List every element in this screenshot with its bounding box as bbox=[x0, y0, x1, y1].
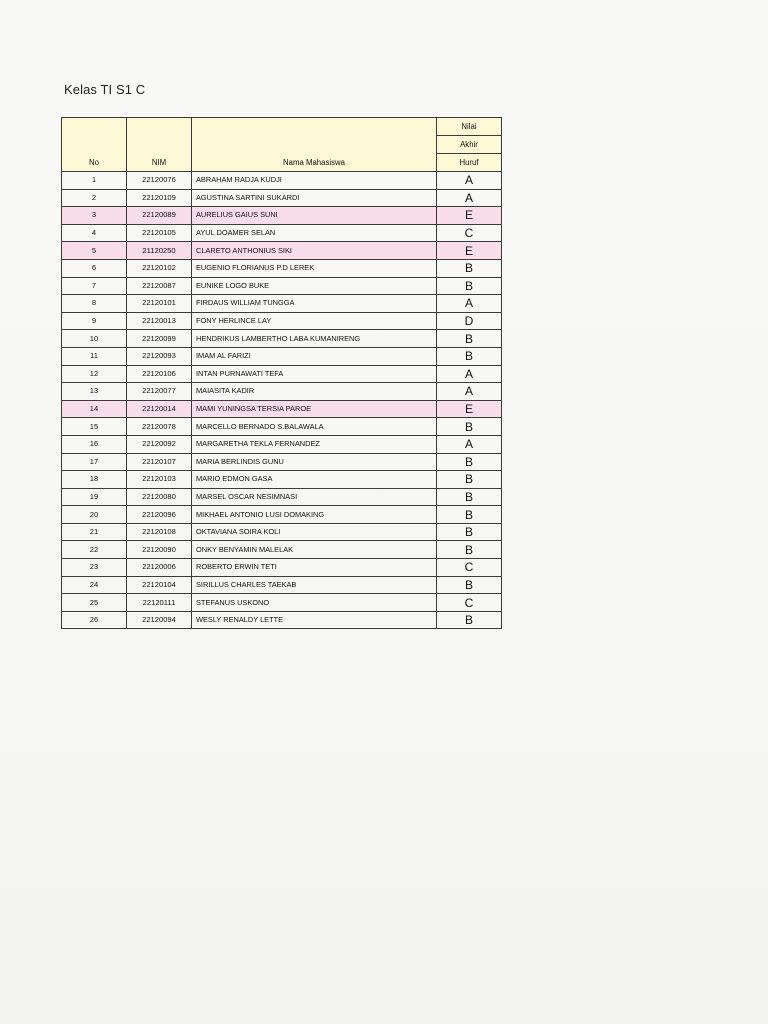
cell-name: MARIO EDMON GASA bbox=[192, 471, 437, 489]
table-row bbox=[62, 418, 502, 436]
cell-no: 15 bbox=[62, 418, 127, 436]
cell-no: 1 bbox=[62, 172, 127, 190]
cell-nim: 22120076 bbox=[127, 172, 192, 190]
cell-nim: 22120089 bbox=[127, 207, 192, 225]
table-row bbox=[62, 435, 502, 453]
table-row bbox=[62, 259, 502, 277]
cell-grade: B bbox=[437, 488, 502, 506]
cell-nim: 22120092 bbox=[127, 435, 192, 453]
cell-name: MARSEL OSCAR NESIMNASI bbox=[192, 488, 437, 506]
page-title: Kelas TI S1 C bbox=[64, 82, 146, 97]
cell-name: EUNIKE LOGO BUKE bbox=[192, 277, 437, 295]
cell-no: 8 bbox=[62, 295, 127, 313]
table-body bbox=[62, 172, 502, 629]
table-row bbox=[62, 330, 502, 348]
table-header bbox=[62, 118, 502, 172]
cell-no: 25 bbox=[62, 594, 127, 612]
cell-no: 16 bbox=[62, 435, 127, 453]
cell-nim: 22120087 bbox=[127, 277, 192, 295]
table-row bbox=[62, 400, 502, 418]
cell-grade: A bbox=[437, 435, 502, 453]
cell-name: FONY HERLINCE LAY bbox=[192, 312, 437, 330]
cell-name: MIKHAEL ANTONIO LUSI DOMAKING bbox=[192, 506, 437, 524]
table-row bbox=[62, 277, 502, 295]
cell-name: HENDRIKUS LAMBERTHO LABA KUMANIRENG bbox=[192, 330, 437, 348]
cell-no: 5 bbox=[62, 242, 127, 260]
cell-name: AGUSTINA SARTINI SUKARDI bbox=[192, 189, 437, 207]
cell-nim: 22120101 bbox=[127, 295, 192, 313]
table-row bbox=[62, 611, 502, 629]
cell-nim: 22120094 bbox=[127, 611, 192, 629]
cell-name: FIRDAUS WILLIAM TUNGGA bbox=[192, 295, 437, 313]
cell-grade: B bbox=[437, 523, 502, 541]
cell-grade: A bbox=[437, 295, 502, 313]
cell-name: OKTAVIANA SOIRA KOLI bbox=[192, 523, 437, 541]
cell-nim: 22120077 bbox=[127, 383, 192, 401]
header-no: No bbox=[62, 118, 127, 172]
table-row bbox=[62, 383, 502, 401]
cell-no: 10 bbox=[62, 330, 127, 348]
cell-grade: B bbox=[437, 418, 502, 436]
cell-grade: A bbox=[437, 365, 502, 383]
cell-grade: B bbox=[437, 611, 502, 629]
cell-no: 4 bbox=[62, 224, 127, 242]
cell-name: IMAM AL FARIZI bbox=[192, 347, 437, 365]
cell-grade: B bbox=[437, 506, 502, 524]
header-grade-akhir: Akhir bbox=[437, 136, 502, 154]
cell-nim: 22120090 bbox=[127, 541, 192, 559]
cell-grade: C bbox=[437, 559, 502, 577]
cell-nim: 22120108 bbox=[127, 523, 192, 541]
cell-no: 18 bbox=[62, 471, 127, 489]
table-row bbox=[62, 224, 502, 242]
header-grade-huruf: Huruf bbox=[437, 154, 502, 172]
cell-no: 20 bbox=[62, 506, 127, 524]
cell-nim: 22120107 bbox=[127, 453, 192, 471]
cell-name: MARCELLO BERNADO S.BALAWALA bbox=[192, 418, 437, 436]
cell-grade: B bbox=[437, 576, 502, 594]
cell-no: 7 bbox=[62, 277, 127, 295]
cell-no: 13 bbox=[62, 383, 127, 401]
cell-name: CLARETO ANTHONIUS SIKI bbox=[192, 242, 437, 260]
cell-name: EUGENIO FLORIANUS P.D LEREK bbox=[192, 259, 437, 277]
cell-name: AYUL DOAMER SELAN bbox=[192, 224, 437, 242]
cell-grade: B bbox=[437, 541, 502, 559]
table-row bbox=[62, 559, 502, 577]
cell-name: MARGARETHA TEKLA FERNANDEZ bbox=[192, 435, 437, 453]
cell-nim: 22120080 bbox=[127, 488, 192, 506]
table-row bbox=[62, 576, 502, 594]
cell-no: 6 bbox=[62, 259, 127, 277]
table-row bbox=[62, 488, 502, 506]
cell-name: SIRILLUS CHARLES TAEKAB bbox=[192, 576, 437, 594]
cell-nim: 22120096 bbox=[127, 506, 192, 524]
cell-no: 11 bbox=[62, 347, 127, 365]
table-row bbox=[62, 172, 502, 190]
table-row bbox=[62, 189, 502, 207]
table-row bbox=[62, 594, 502, 612]
cell-no: 24 bbox=[62, 576, 127, 594]
cell-nim: 22120014 bbox=[127, 400, 192, 418]
table-row bbox=[62, 453, 502, 471]
cell-grade: C bbox=[437, 594, 502, 612]
cell-name: ABRAHAM RADJA KUDJI bbox=[192, 172, 437, 190]
cell-nim: 22120013 bbox=[127, 312, 192, 330]
table-row bbox=[62, 207, 502, 225]
header-nim: NIM bbox=[127, 118, 192, 172]
table-row bbox=[62, 295, 502, 313]
cell-no: 21 bbox=[62, 523, 127, 541]
cell-nim: 22120093 bbox=[127, 347, 192, 365]
cell-nim: 22120099 bbox=[127, 330, 192, 348]
cell-grade: B bbox=[437, 347, 502, 365]
cell-grade: B bbox=[437, 259, 502, 277]
cell-nim: 22120006 bbox=[127, 559, 192, 577]
cell-grade: A bbox=[437, 189, 502, 207]
cell-name: ONKY BENYAMIN MALELAK bbox=[192, 541, 437, 559]
cell-grade: B bbox=[437, 453, 502, 471]
grades-table-container bbox=[61, 117, 501, 629]
cell-nim: 22120105 bbox=[127, 224, 192, 242]
cell-name: MAMI YUNINGSA TERSIA PAROE bbox=[192, 400, 437, 418]
cell-name: ROBERTO ERWIN TETI bbox=[192, 559, 437, 577]
cell-grade: B bbox=[437, 471, 502, 489]
table-row bbox=[62, 506, 502, 524]
cell-grade: E bbox=[437, 242, 502, 260]
cell-grade: C bbox=[437, 224, 502, 242]
cell-nim: 22120078 bbox=[127, 418, 192, 436]
table-row bbox=[62, 471, 502, 489]
cell-name: INTAN PURNAWATI TEFA bbox=[192, 365, 437, 383]
cell-name: STEFANUS USKONO bbox=[192, 594, 437, 612]
cell-no: 14 bbox=[62, 400, 127, 418]
header-grade-nilai: Nilai bbox=[437, 118, 502, 136]
table-row bbox=[62, 242, 502, 260]
cell-grade: E bbox=[437, 207, 502, 225]
cell-no: 3 bbox=[62, 207, 127, 225]
cell-name: MAIASITA KADIR bbox=[192, 383, 437, 401]
cell-grade: A bbox=[437, 172, 502, 190]
cell-nim: 22120106 bbox=[127, 365, 192, 383]
cell-grade: A bbox=[437, 383, 502, 401]
table-row bbox=[62, 365, 502, 383]
cell-nim: 22120102 bbox=[127, 259, 192, 277]
grades-table bbox=[61, 117, 502, 629]
cell-grade: E bbox=[437, 400, 502, 418]
cell-no: 19 bbox=[62, 488, 127, 506]
cell-no: 23 bbox=[62, 559, 127, 577]
header-name: Nama Mahasiswa bbox=[192, 118, 437, 172]
cell-name: AURELIUS GAIUS SUNI bbox=[192, 207, 437, 225]
cell-nim: 22120111 bbox=[127, 594, 192, 612]
cell-name: MARIA BERLINDIS GUNU bbox=[192, 453, 437, 471]
cell-no: 12 bbox=[62, 365, 127, 383]
cell-nim: 21120250 bbox=[127, 242, 192, 260]
cell-no: 2 bbox=[62, 189, 127, 207]
cell-nim: 22120109 bbox=[127, 189, 192, 207]
cell-nim: 22120104 bbox=[127, 576, 192, 594]
table-row bbox=[62, 312, 502, 330]
cell-no: 17 bbox=[62, 453, 127, 471]
cell-no: 22 bbox=[62, 541, 127, 559]
table-row bbox=[62, 541, 502, 559]
cell-grade: D bbox=[437, 312, 502, 330]
cell-no: 9 bbox=[62, 312, 127, 330]
cell-grade: B bbox=[437, 330, 502, 348]
cell-no: 26 bbox=[62, 611, 127, 629]
table-row bbox=[62, 523, 502, 541]
cell-name: WESLY RENALDY LETTE bbox=[192, 611, 437, 629]
table-row bbox=[62, 347, 502, 365]
cell-nim: 22120103 bbox=[127, 471, 192, 489]
cell-grade: B bbox=[437, 277, 502, 295]
